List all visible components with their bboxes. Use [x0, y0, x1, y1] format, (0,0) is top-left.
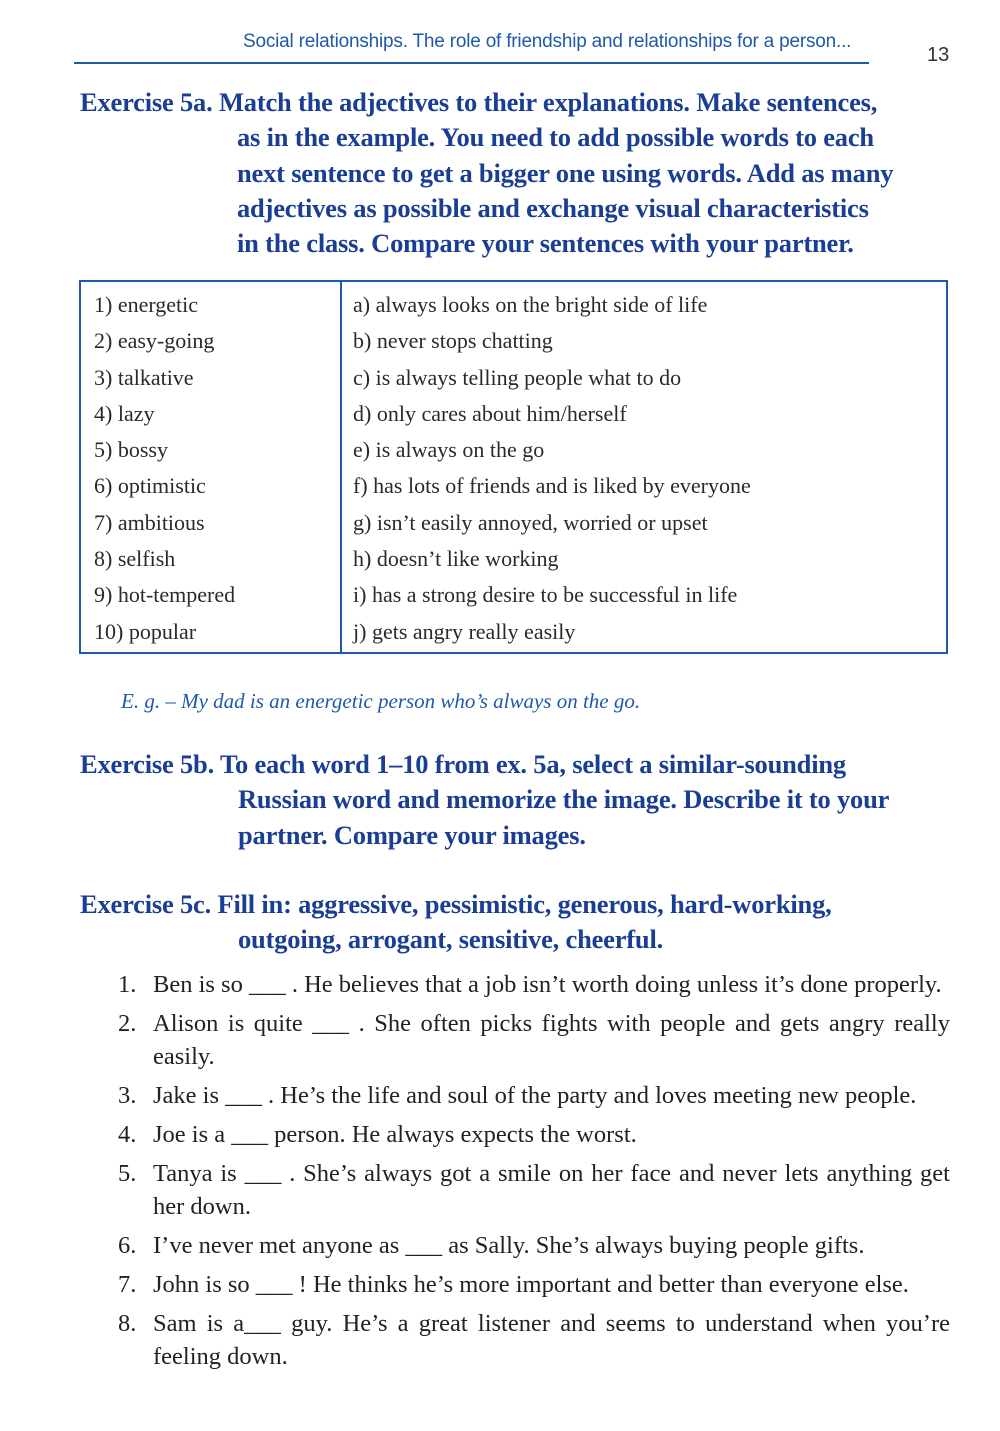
- exercise-5a-heading: [80, 85, 893, 261]
- item-number: 2.: [118, 1010, 137, 1037]
- exercise-5b-line: To each word 1–10 from ex. 5a, select a similar-sounding: [219, 749, 846, 779]
- item-number: 8.: [118, 1310, 137, 1337]
- item-number: 4.: [118, 1121, 137, 1148]
- item-text: Tanya is ___ . She’s always got a smile on her face and never lets anything get her down.: [153, 1160, 950, 1220]
- exercise-5c-label: Exercise 5c.: [80, 889, 212, 919]
- adjective-item: 7) ambitious: [94, 509, 205, 535]
- fill-in-item: [118, 1079, 950, 1112]
- adjective-item: 3) talkative: [94, 364, 194, 390]
- explanation-item: b) never stops chatting: [353, 328, 553, 354]
- explanation-item: a) always looks on the bright side of life: [353, 292, 708, 317]
- fill-in-item: [118, 1157, 950, 1223]
- explanations-column: [353, 287, 751, 650]
- exercise-5a-label: Exercise 5a.: [80, 87, 213, 117]
- exercise-5b-line: partner. Compare your images.: [238, 819, 586, 850]
- explanation-item: i) has a strong desire to be successful in life: [353, 582, 738, 608]
- adjective-item: 4) lazy: [94, 400, 155, 426]
- item-text: Joe is a ___ person. He always expects the worst.: [153, 1121, 637, 1148]
- adjective-item: 9) hot-tempered: [94, 582, 236, 608]
- explanation-item: h) doesn’t like working: [353, 546, 559, 572]
- fill-in-item: [118, 1007, 950, 1073]
- exercise-5a-line: next sentence to get a bigger one using words. Add as many: [237, 157, 894, 188]
- adjective-item: 10) popular: [94, 618, 197, 644]
- adjectives-column: [94, 287, 235, 650]
- adjective-item: 2) easy-going: [94, 328, 215, 354]
- table-divider: [340, 282, 342, 652]
- page-number: 13: [927, 44, 950, 66]
- exercise-5a-line: as in the example. You need to add possible words to each: [237, 122, 874, 153]
- item-number: 6.: [118, 1232, 137, 1259]
- adjective-item: 8) selfish: [94, 546, 176, 572]
- item-text: Sam is a___ guy. He’s a great listener and seems to understand when you’re feeling down.: [153, 1310, 950, 1370]
- adjective-item: 1) energetic: [94, 292, 199, 317]
- explanation-item: c) is always telling people what to do: [353, 364, 682, 390]
- explanation-item: e) is always on the go: [353, 437, 545, 463]
- fill-in-item: [118, 1229, 950, 1262]
- item-text: I’ve never met anyone as ___ as Sally. She’s always buying people gifts.: [153, 1232, 865, 1259]
- exercise-5a-line: adjectives as possible and exchange visual characteristics: [237, 192, 869, 223]
- exercise-5b-heading: [80, 747, 889, 853]
- adjective-item: 5) bossy: [94, 437, 168, 463]
- fill-in-list: [118, 968, 950, 1379]
- explanation-item: j) gets angry really easily: [353, 618, 576, 644]
- explanation-item: f) has lots of friends and is liked by everyone: [353, 473, 751, 499]
- example-sentence: E. g. – My dad is an energetic person who’s always on the go.: [121, 689, 641, 713]
- item-number: 5.: [118, 1160, 137, 1187]
- fill-in-item: [118, 1268, 950, 1301]
- item-text: John is so ___ ! He thinks he’s more important and better than everyone else.: [153, 1271, 909, 1298]
- adjective-item: 6) optimistic: [94, 473, 206, 499]
- item-number: 1.: [118, 971, 137, 998]
- running-title: Social relationships. The role of friendship and relationships for a person...: [243, 31, 852, 52]
- fill-in-item: [118, 968, 950, 1001]
- fill-in-item: [118, 1307, 950, 1373]
- exercise-5b-label: Exercise 5b.: [80, 749, 215, 779]
- item-text: Ben is so ___ . He believes that a job isn’t worth doing unless it’s done properly.: [153, 971, 942, 998]
- fill-in-item: [118, 1118, 950, 1151]
- matching-table: [79, 280, 948, 654]
- exercise-5b-line: Russian word and memorize the image. Describe it to your: [238, 784, 890, 815]
- item-text: Jake is ___ . He’s the life and soul of the party and loves meeting new people.: [153, 1082, 917, 1109]
- item-number: 3.: [118, 1082, 137, 1109]
- header-rule: [74, 62, 869, 64]
- exercise-5c-line: outgoing, arrogant, sensitive, cheerful.: [238, 924, 664, 955]
- exercise-5a-line: Match the adjectives to their explanations. Make sentences,: [218, 87, 878, 117]
- exercise-5c-heading: [80, 887, 832, 958]
- item-number: 7.: [118, 1271, 137, 1298]
- exercise-5c-line: Fill in: aggressive, pessimistic, generous, hard-working,: [217, 889, 832, 919]
- explanation-item: g) isn’t easily annoyed, worried or upset: [353, 509, 708, 535]
- item-text: Alison is quite ___ . She often picks fights with people and gets angry really easily.: [153, 1010, 950, 1070]
- exercise-5a-line: in the class. Compare your sentences with your partner.: [237, 228, 854, 259]
- explanation-item: d) only cares about him/herself: [353, 400, 627, 426]
